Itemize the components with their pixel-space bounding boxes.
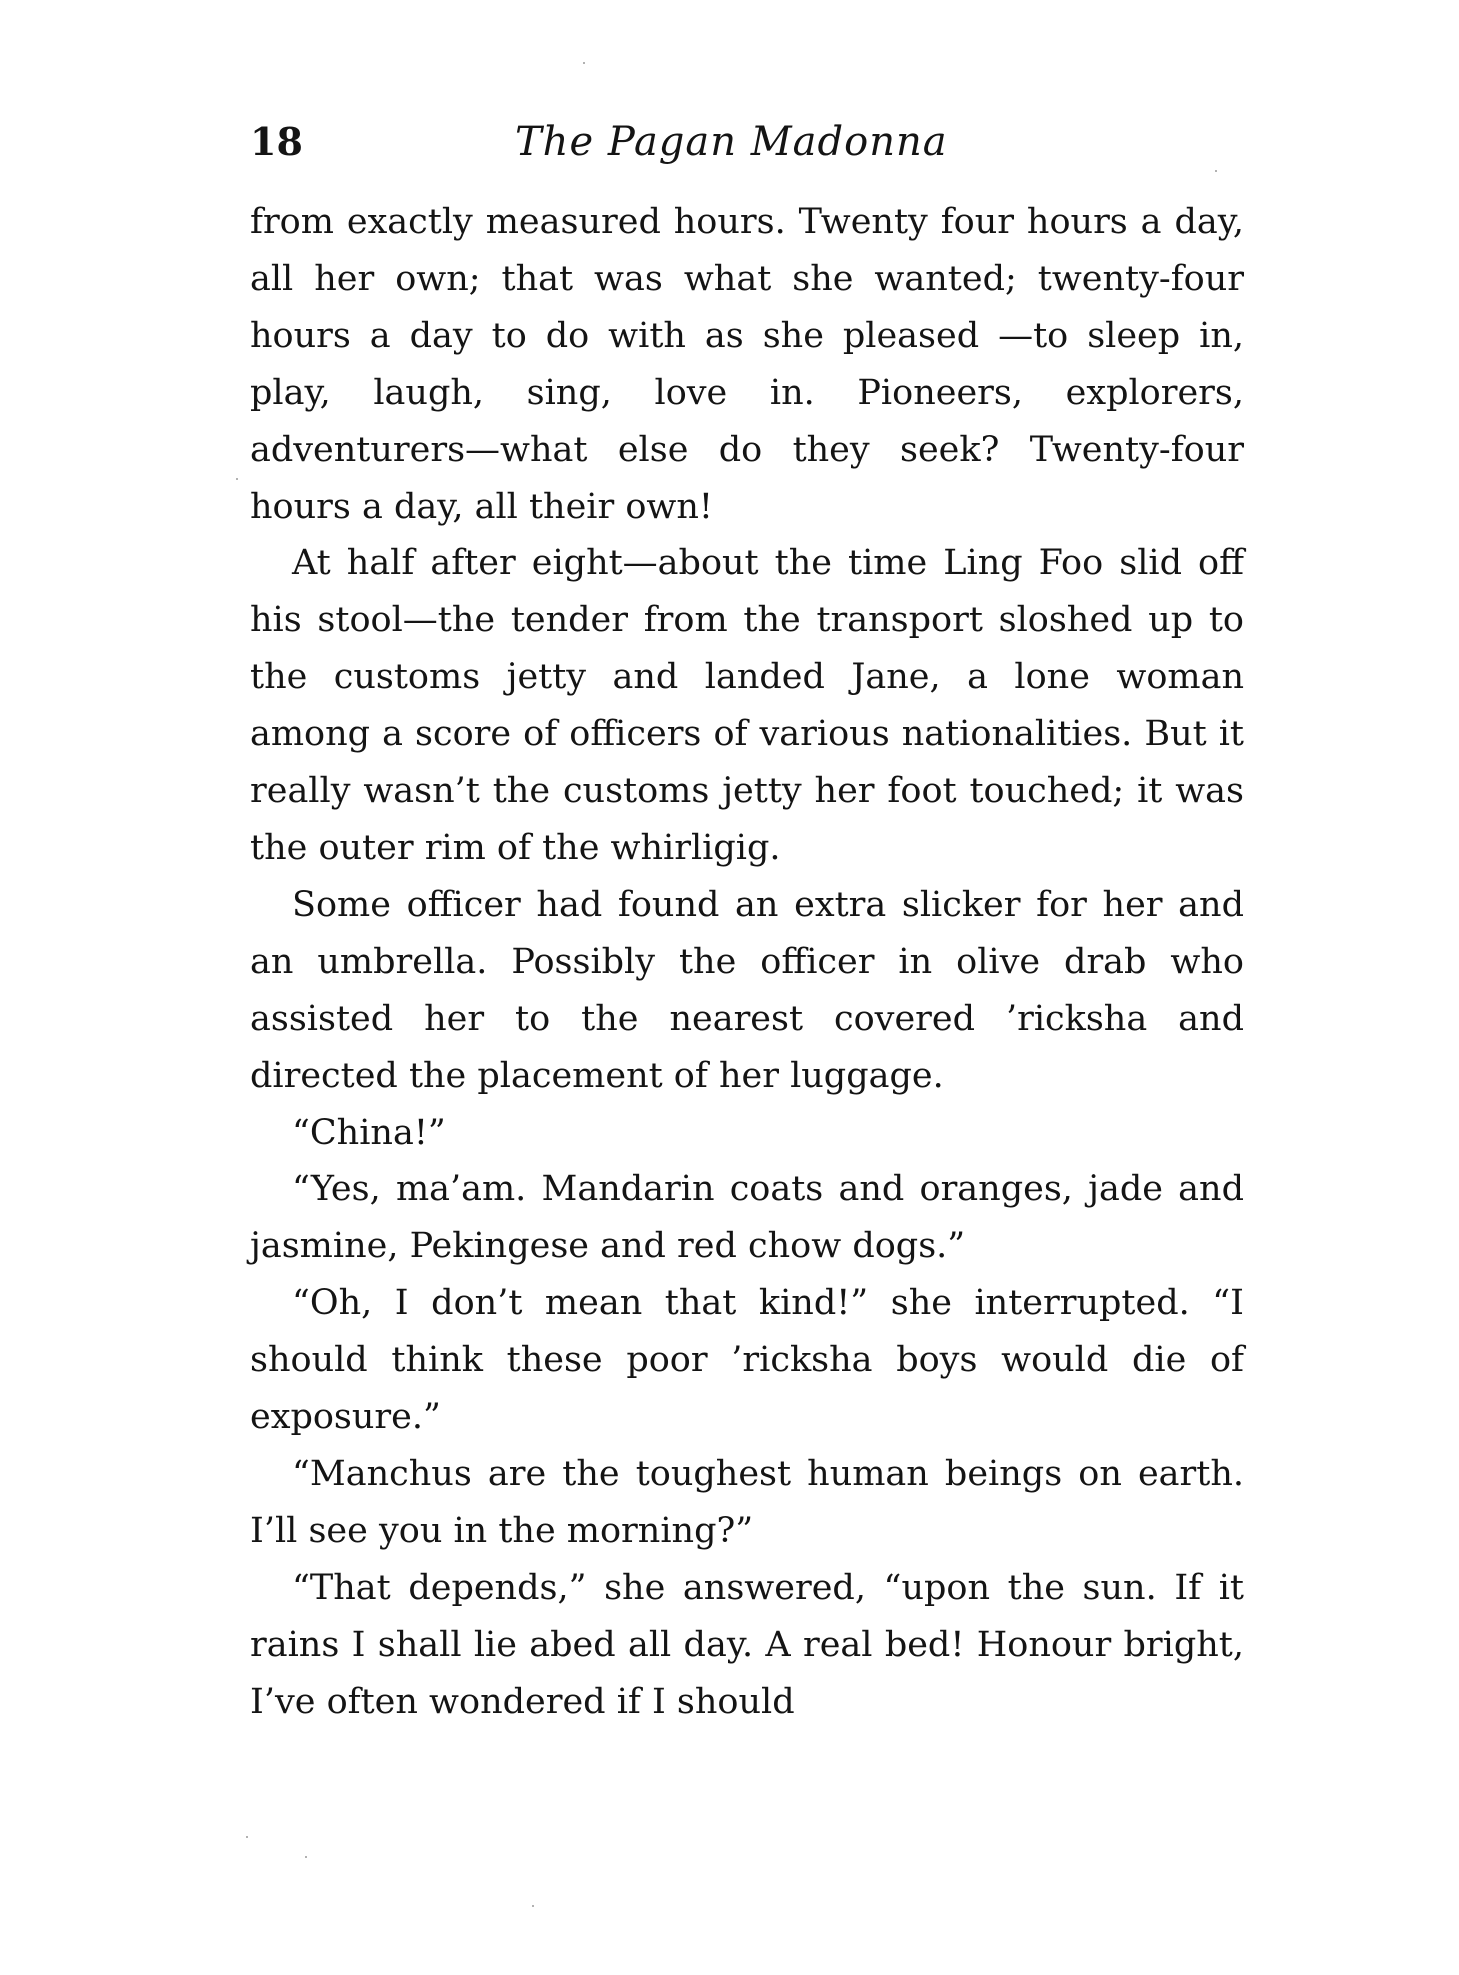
paragraph-8: “That depends,” she answered, “upon the sun. If it rains I shall lie abed all day. A real bed! Honour bright, I’ve often wondered if I should (250, 1567, 1244, 1722)
paragraph-4: “China!” (292, 1112, 446, 1153)
paragraph-2: At half after eight—about the time Ling Foo slid off his stool—the tender from the transport sloshed up to the customs jetty and landed Jane, a lone woman among a score of officers of various nationalities. But it really wasn’t the customs jetty her foot touched; it was the outer rim of the whirligig. (250, 543, 1244, 868)
paragraph-7: “Manchus are the toughest human beings on earth. I’ll see you in the morning?” (250, 1453, 1244, 1551)
paragraph-3: Some officer had found an extra slicker for her and an umbrella. Possibly the officer in olive drab who assisted her to the nearest covered ’ricksha and directed the placement of her luggage. (250, 884, 1244, 1096)
scan-speck (305, 1856, 307, 1858)
scan-speck (236, 478, 238, 480)
scan-speck (246, 1836, 248, 1838)
scan-speck (1215, 170, 1217, 172)
page-body (250, 194, 1244, 1730)
paragraph-5: “Yes, ma’am. Mandarin coats and oranges, jade and jasmine, Pekingese and red chow dogs.” (250, 1169, 1244, 1267)
paragraph-1: from exactly measured hours. Twenty four hours a day, all her own; that was what she wanted; twenty-four hours a day to do with as she pleased —to sleep in, play, laugh, sing, love in. Pioneers, explorers, adventurers—what else do they seek? Twenty-four hours a day, all their own! (250, 202, 1244, 527)
running-title: The Pagan Madonna (515, 119, 948, 165)
page-number: 18 (250, 119, 303, 164)
scan-speck (532, 1905, 534, 1907)
scan-speck (583, 62, 585, 64)
paragraph-6: “Oh, I don’t mean that kind!” she interrupted. “I should think these poor ’ricksha boys would die of exposure.” (250, 1283, 1244, 1438)
page-header (250, 112, 1230, 172)
